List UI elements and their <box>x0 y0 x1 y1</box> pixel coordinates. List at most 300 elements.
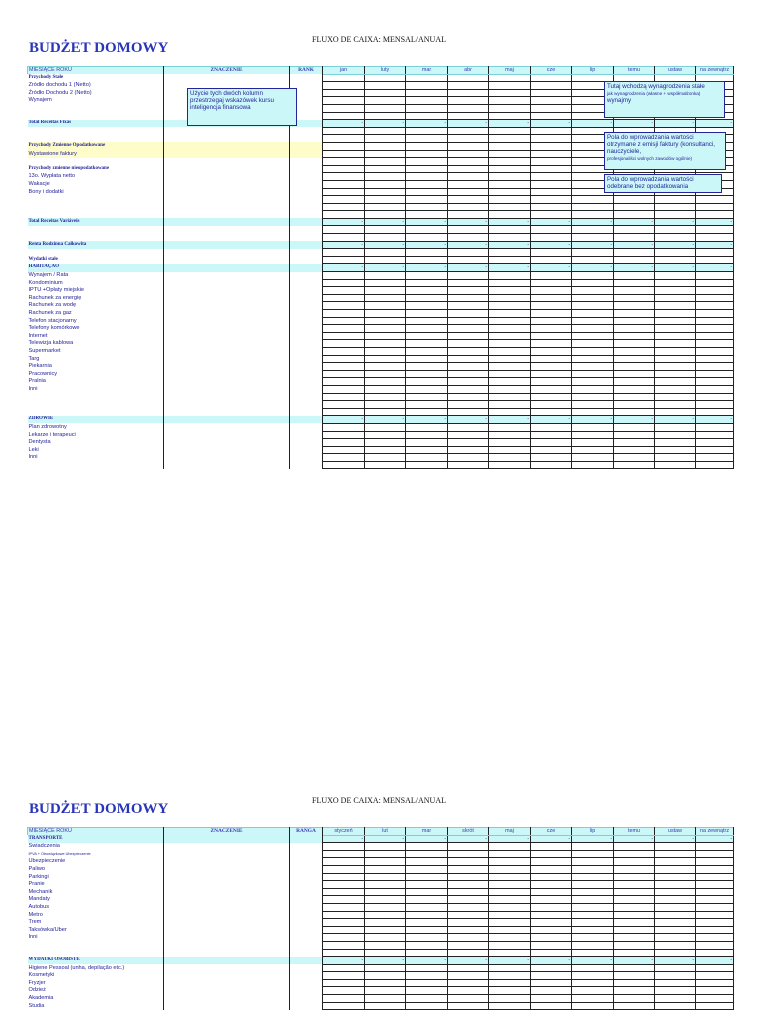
month-cell[interactable] <box>531 926 572 934</box>
month-cell[interactable] <box>655 926 696 934</box>
month-cell[interactable] <box>572 919 614 927</box>
month-cell[interactable]: - <box>489 264 531 272</box>
month-cell[interactable] <box>406 949 448 957</box>
month-cell[interactable] <box>614 979 655 987</box>
month-cell[interactable] <box>655 881 696 889</box>
rank-cell[interactable] <box>290 858 323 866</box>
month-cell[interactable]: - <box>365 120 406 128</box>
month-cell[interactable] <box>572 1002 614 1010</box>
month-cell[interactable] <box>406 964 448 972</box>
month-cell[interactable] <box>448 964 489 972</box>
month-cell[interactable] <box>655 979 696 987</box>
month-cell[interactable] <box>531 843 572 851</box>
month-cell[interactable] <box>448 949 489 957</box>
month-cell[interactable] <box>572 850 614 858</box>
month-cell[interactable] <box>531 911 572 919</box>
month-cell[interactable]: - <box>448 264 489 272</box>
month-cell[interactable] <box>696 972 734 980</box>
month-cell[interactable]: - <box>614 416 655 424</box>
month-cell[interactable]: - <box>406 416 448 424</box>
rank-cell[interactable] <box>290 979 323 987</box>
month-cell[interactable] <box>323 843 365 851</box>
month-cell[interactable] <box>406 873 448 881</box>
month-cell[interactable] <box>323 926 365 934</box>
month-cell[interactable] <box>489 896 531 904</box>
month-cell[interactable]: - <box>323 120 365 128</box>
month-cell[interactable] <box>655 964 696 972</box>
month-cell[interactable] <box>406 888 448 896</box>
month-cell[interactable] <box>696 888 734 896</box>
month-cell[interactable] <box>614 926 655 934</box>
month-cell[interactable]: - <box>489 241 531 249</box>
month-cell[interactable]: - <box>323 264 365 272</box>
month-cell[interactable]: - <box>655 416 696 424</box>
month-cell[interactable] <box>489 964 531 972</box>
meaning-cell[interactable] <box>164 881 290 889</box>
month-cell[interactable] <box>655 843 696 851</box>
month-cell[interactable] <box>448 919 489 927</box>
month-cell[interactable]: - <box>572 957 614 965</box>
month-cell[interactable] <box>655 949 696 957</box>
month-cell[interactable]: - <box>531 241 572 249</box>
month-cell[interactable] <box>323 858 365 866</box>
month-cell[interactable] <box>614 987 655 995</box>
month-cell[interactable] <box>531 903 572 911</box>
month-cell[interactable] <box>365 850 406 858</box>
month-cell[interactable] <box>448 926 489 934</box>
month-cell[interactable]: - <box>614 835 655 843</box>
month-cell[interactable] <box>531 972 572 980</box>
month-cell[interactable] <box>323 934 365 942</box>
month-cell[interactable] <box>489 911 531 919</box>
month-cell[interactable] <box>614 858 655 866</box>
month-cell[interactable]: - <box>323 241 365 249</box>
month-cell[interactable] <box>531 934 572 942</box>
month-cell[interactable]: - <box>406 241 448 249</box>
rank-cell[interactable] <box>290 964 323 972</box>
month-cell[interactable] <box>614 888 655 896</box>
month-cell[interactable] <box>489 873 531 881</box>
month-cell[interactable] <box>655 850 696 858</box>
month-cell[interactable] <box>489 919 531 927</box>
month-cell[interactable] <box>448 995 489 1003</box>
month-cell[interactable] <box>614 896 655 904</box>
month-cell[interactable] <box>655 873 696 881</box>
month-cell[interactable] <box>323 911 365 919</box>
month-cell[interactable]: - <box>365 264 406 272</box>
month-cell[interactable] <box>655 941 696 949</box>
month-cell[interactable] <box>365 873 406 881</box>
month-cell[interactable] <box>448 1002 489 1010</box>
month-cell[interactable] <box>448 873 489 881</box>
month-cell[interactable] <box>365 843 406 851</box>
month-cell[interactable] <box>696 903 734 911</box>
month-cell[interactable] <box>406 926 448 934</box>
meaning-cell[interactable] <box>164 957 290 965</box>
month-cell[interactable] <box>365 858 406 866</box>
month-cell[interactable] <box>448 972 489 980</box>
month-cell[interactable]: - <box>572 218 614 226</box>
month-cell[interactable] <box>614 934 655 942</box>
month-cell[interactable] <box>406 919 448 927</box>
month-cell[interactable] <box>365 979 406 987</box>
month-cell[interactable] <box>323 949 365 957</box>
month-cell[interactable] <box>489 888 531 896</box>
month-cell[interactable]: - <box>655 241 696 249</box>
month-cell[interactable] <box>572 964 614 972</box>
month-cell[interactable] <box>696 941 734 949</box>
meaning-cell[interactable] <box>164 926 290 934</box>
month-cell[interactable] <box>323 1002 365 1010</box>
month-cell[interactable] <box>448 987 489 995</box>
month-cell[interactable] <box>531 995 572 1003</box>
month-cell[interactable]: - <box>655 957 696 965</box>
month-cell[interactable] <box>448 888 489 896</box>
month-cell[interactable] <box>406 843 448 851</box>
month-cell[interactable] <box>531 865 572 873</box>
month-cell[interactable] <box>323 941 365 949</box>
month-cell[interactable]: - <box>448 416 489 424</box>
month-cell[interactable]: - <box>696 835 734 843</box>
month-cell[interactable] <box>572 843 614 851</box>
month-cell[interactable] <box>572 888 614 896</box>
month-cell[interactable] <box>531 987 572 995</box>
month-cell[interactable] <box>448 941 489 949</box>
month-cell[interactable]: - <box>696 120 734 128</box>
month-cell[interactable] <box>365 896 406 904</box>
month-cell[interactable] <box>614 972 655 980</box>
meaning-cell[interactable] <box>164 987 290 995</box>
month-cell[interactable] <box>572 903 614 911</box>
month-cell[interactable] <box>365 987 406 995</box>
month-cell[interactable]: - <box>531 835 572 843</box>
month-cell[interactable]: - <box>696 416 734 424</box>
month-cell[interactable] <box>448 881 489 889</box>
month-cell[interactable] <box>489 972 531 980</box>
month-cell[interactable] <box>489 1002 531 1010</box>
meaning-cell[interactable] <box>164 903 290 911</box>
month-cell[interactable] <box>323 865 365 873</box>
month-cell[interactable] <box>655 888 696 896</box>
month-cell[interactable]: - <box>406 264 448 272</box>
month-cell[interactable] <box>531 896 572 904</box>
month-cell[interactable] <box>489 987 531 995</box>
month-cell[interactable]: - <box>448 218 489 226</box>
rank-cell[interactable] <box>290 1002 323 1010</box>
month-cell[interactable] <box>406 850 448 858</box>
month-cell[interactable]: - <box>696 218 734 226</box>
month-cell[interactable]: - <box>614 957 655 965</box>
month-cell[interactable] <box>323 903 365 911</box>
month-cell[interactable] <box>448 865 489 873</box>
rank-cell[interactable] <box>290 835 323 843</box>
month-cell[interactable] <box>696 995 734 1003</box>
month-cell[interactable] <box>614 949 655 957</box>
month-cell[interactable] <box>406 911 448 919</box>
month-cell[interactable] <box>323 896 365 904</box>
month-cell[interactable] <box>365 949 406 957</box>
month-cell[interactable] <box>448 934 489 942</box>
month-cell[interactable]: - <box>323 416 365 424</box>
month-cell[interactable] <box>406 896 448 904</box>
month-cell[interactable] <box>489 865 531 873</box>
month-cell[interactable] <box>696 911 734 919</box>
month-cell[interactable] <box>696 979 734 987</box>
month-cell[interactable] <box>655 919 696 927</box>
month-cell[interactable] <box>572 979 614 987</box>
month-cell[interactable] <box>655 987 696 995</box>
month-cell[interactable] <box>696 934 734 942</box>
month-cell[interactable] <box>696 949 734 957</box>
meaning-cell[interactable] <box>164 941 290 949</box>
month-cell[interactable] <box>406 979 448 987</box>
month-cell[interactable] <box>572 881 614 889</box>
month-cell[interactable] <box>406 941 448 949</box>
month-cell[interactable] <box>696 926 734 934</box>
month-cell[interactable] <box>531 850 572 858</box>
month-cell[interactable]: - <box>489 218 531 226</box>
month-cell[interactable] <box>489 850 531 858</box>
meaning-cell[interactable] <box>164 1002 290 1010</box>
meaning-cell[interactable] <box>164 911 290 919</box>
rank-cell[interactable] <box>290 896 323 904</box>
month-cell[interactable] <box>323 995 365 1003</box>
month-cell[interactable] <box>365 919 406 927</box>
month-cell[interactable] <box>614 919 655 927</box>
rank-cell[interactable] <box>290 850 323 858</box>
month-cell[interactable] <box>489 949 531 957</box>
month-cell[interactable] <box>406 934 448 942</box>
month-cell[interactable]: - <box>531 218 572 226</box>
month-cell[interactable] <box>614 941 655 949</box>
month-cell[interactable]: - <box>323 835 365 843</box>
month-cell[interactable] <box>365 881 406 889</box>
month-cell[interactable]: - <box>406 218 448 226</box>
month-cell[interactable] <box>448 896 489 904</box>
month-cell[interactable]: - <box>489 835 531 843</box>
month-cell[interactable] <box>655 934 696 942</box>
rank-cell[interactable] <box>290 843 323 851</box>
rank-cell[interactable] <box>290 919 323 927</box>
month-cell[interactable] <box>614 850 655 858</box>
month-cell[interactable] <box>614 881 655 889</box>
month-cell[interactable] <box>448 979 489 987</box>
rank-cell[interactable] <box>290 949 323 957</box>
month-cell[interactable]: - <box>448 241 489 249</box>
rank-cell[interactable] <box>290 987 323 995</box>
month-cell[interactable] <box>365 1002 406 1010</box>
month-cell[interactable] <box>614 1002 655 1010</box>
month-cell[interactable]: - <box>572 241 614 249</box>
month-cell[interactable] <box>572 949 614 957</box>
month-cell[interactable] <box>448 850 489 858</box>
meaning-cell[interactable] <box>164 972 290 980</box>
month-cell[interactable] <box>365 934 406 942</box>
month-cell[interactable] <box>448 911 489 919</box>
month-cell[interactable] <box>406 1002 448 1010</box>
month-cell[interactable]: - <box>696 264 734 272</box>
month-cell[interactable] <box>489 979 531 987</box>
month-cell[interactable]: - <box>614 264 655 272</box>
month-cell[interactable] <box>572 941 614 949</box>
month-cell[interactable] <box>406 987 448 995</box>
rank-cell[interactable] <box>290 957 323 965</box>
rank-cell[interactable] <box>290 911 323 919</box>
month-cell[interactable]: - <box>365 218 406 226</box>
month-cell[interactable] <box>323 979 365 987</box>
month-cell[interactable] <box>572 995 614 1003</box>
month-cell[interactable] <box>531 858 572 866</box>
month-cell[interactable] <box>614 903 655 911</box>
month-cell[interactable] <box>323 987 365 995</box>
month-cell[interactable] <box>572 926 614 934</box>
month-cell[interactable]: - <box>489 416 531 424</box>
month-cell[interactable]: - <box>365 416 406 424</box>
month-cell[interactable] <box>614 911 655 919</box>
month-cell[interactable]: - <box>489 120 531 128</box>
month-cell[interactable] <box>489 995 531 1003</box>
month-cell[interactable] <box>365 926 406 934</box>
month-cell[interactable] <box>406 865 448 873</box>
rank-cell[interactable] <box>290 995 323 1003</box>
month-cell[interactable]: - <box>572 264 614 272</box>
month-cell[interactable] <box>531 949 572 957</box>
month-cell[interactable]: - <box>365 835 406 843</box>
month-cell[interactable] <box>531 964 572 972</box>
month-cell[interactable] <box>365 972 406 980</box>
month-cell[interactable] <box>448 843 489 851</box>
month-cell[interactable] <box>655 865 696 873</box>
month-cell[interactable] <box>489 903 531 911</box>
month-cell[interactable]: - <box>614 120 655 128</box>
rank-cell[interactable] <box>290 903 323 911</box>
meaning-cell[interactable] <box>164 843 290 851</box>
month-cell[interactable] <box>323 888 365 896</box>
rank-cell[interactable] <box>290 972 323 980</box>
month-cell[interactable]: - <box>365 957 406 965</box>
month-cell[interactable]: - <box>572 120 614 128</box>
month-cell[interactable] <box>531 979 572 987</box>
month-cell[interactable]: - <box>448 835 489 843</box>
month-cell[interactable] <box>696 881 734 889</box>
meaning-cell[interactable] <box>164 995 290 1003</box>
rank-cell[interactable] <box>290 888 323 896</box>
rank-cell[interactable] <box>290 941 323 949</box>
month-cell[interactable] <box>489 926 531 934</box>
month-cell[interactable] <box>323 881 365 889</box>
month-cell[interactable]: - <box>365 241 406 249</box>
month-cell[interactable]: - <box>614 241 655 249</box>
month-cell[interactable]: - <box>655 120 696 128</box>
month-cell[interactable]: - <box>448 120 489 128</box>
month-cell[interactable] <box>406 903 448 911</box>
month-cell[interactable] <box>655 903 696 911</box>
month-cell[interactable] <box>696 964 734 972</box>
month-cell[interactable] <box>614 843 655 851</box>
month-cell[interactable] <box>448 903 489 911</box>
meaning-cell[interactable] <box>164 949 290 957</box>
month-cell[interactable]: - <box>531 264 572 272</box>
month-cell[interactable]: - <box>655 835 696 843</box>
month-cell[interactable] <box>572 911 614 919</box>
month-cell[interactable] <box>696 850 734 858</box>
rank-cell[interactable] <box>290 873 323 881</box>
month-cell[interactable]: - <box>572 835 614 843</box>
month-cell[interactable] <box>572 972 614 980</box>
month-cell[interactable] <box>655 995 696 1003</box>
month-cell[interactable] <box>696 1002 734 1010</box>
month-cell[interactable] <box>531 941 572 949</box>
month-cell[interactable] <box>696 987 734 995</box>
month-cell[interactable] <box>696 865 734 873</box>
month-cell[interactable] <box>572 865 614 873</box>
month-cell[interactable]: - <box>406 957 448 965</box>
month-cell[interactable] <box>572 896 614 904</box>
rank-cell[interactable] <box>290 865 323 873</box>
month-cell[interactable] <box>489 858 531 866</box>
month-cell[interactable] <box>614 873 655 881</box>
month-cell[interactable]: - <box>531 120 572 128</box>
month-cell[interactable] <box>655 911 696 919</box>
meaning-cell[interactable] <box>164 865 290 873</box>
month-cell[interactable] <box>696 919 734 927</box>
meaning-cell[interactable] <box>164 979 290 987</box>
month-cell[interactable] <box>323 850 365 858</box>
month-cell[interactable] <box>696 843 734 851</box>
month-cell[interactable] <box>531 881 572 889</box>
month-cell[interactable] <box>489 934 531 942</box>
month-cell[interactable]: - <box>614 218 655 226</box>
meaning-cell[interactable] <box>164 858 290 866</box>
month-cell[interactable] <box>614 865 655 873</box>
month-cell[interactable] <box>614 964 655 972</box>
month-cell[interactable] <box>365 903 406 911</box>
month-cell[interactable] <box>489 881 531 889</box>
month-cell[interactable] <box>614 995 655 1003</box>
month-cell[interactable] <box>531 888 572 896</box>
month-cell[interactable] <box>365 865 406 873</box>
month-cell[interactable] <box>448 858 489 866</box>
month-cell[interactable] <box>655 896 696 904</box>
month-cell[interactable] <box>323 919 365 927</box>
month-cell[interactable]: - <box>531 416 572 424</box>
meaning-cell[interactable] <box>164 934 290 942</box>
month-cell[interactable]: - <box>655 264 696 272</box>
meaning-cell[interactable] <box>164 964 290 972</box>
month-cell[interactable]: - <box>406 835 448 843</box>
month-cell[interactable]: - <box>655 218 696 226</box>
month-cell[interactable] <box>531 873 572 881</box>
meaning-cell[interactable] <box>164 850 290 858</box>
month-cell[interactable] <box>531 1002 572 1010</box>
month-cell[interactable] <box>406 858 448 866</box>
month-cell[interactable] <box>696 858 734 866</box>
month-cell[interactable] <box>572 987 614 995</box>
month-cell[interactable]: - <box>572 416 614 424</box>
month-cell[interactable]: - <box>323 218 365 226</box>
month-cell[interactable] <box>365 911 406 919</box>
month-cell[interactable] <box>572 873 614 881</box>
month-cell[interactable]: - <box>406 120 448 128</box>
month-cell[interactable]: - <box>696 957 734 965</box>
month-cell[interactable] <box>323 964 365 972</box>
month-cell[interactable] <box>323 873 365 881</box>
month-cell[interactable] <box>406 972 448 980</box>
rank-cell[interactable] <box>290 881 323 889</box>
month-cell[interactable] <box>365 964 406 972</box>
month-cell[interactable] <box>406 995 448 1003</box>
month-cell[interactable] <box>323 972 365 980</box>
